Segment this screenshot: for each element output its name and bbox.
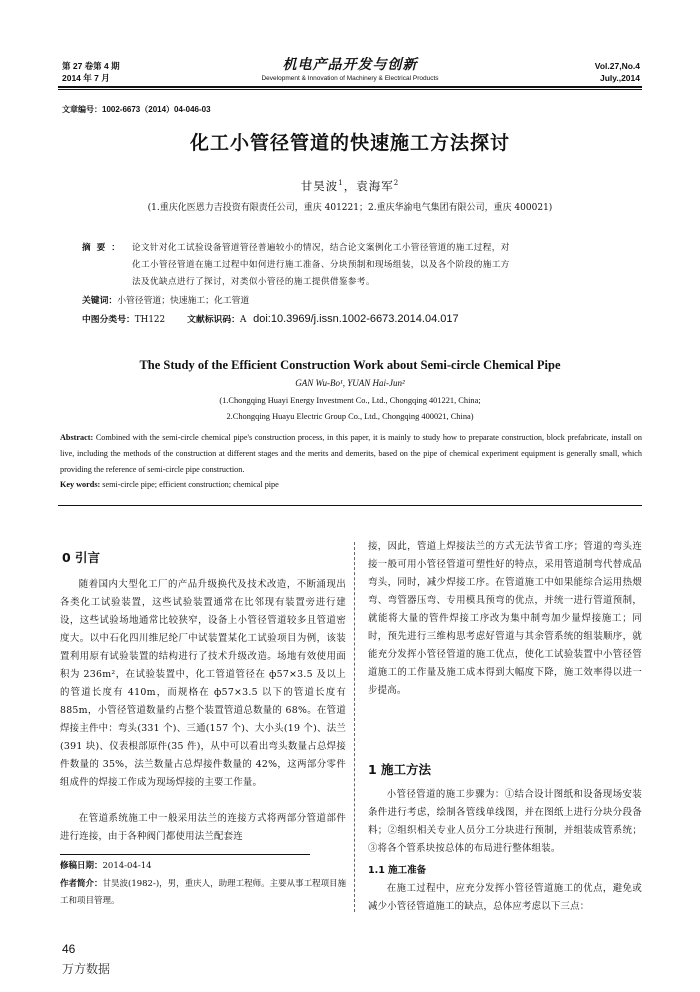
section-0-heading: 0 引言 — [62, 550, 101, 565]
column-divider — [354, 542, 355, 912]
running-header-right — [595, 60, 640, 84]
abstract-line: 化工小管径管道在施工过程中如何进行施工准备、分块预制和现场组装，以及各个阶段的施工方 — [132, 260, 510, 270]
footnote-author-label: 作者简介： — [60, 879, 103, 889]
volume-en: Vol.27,No.4 — [594, 61, 640, 71]
section-divider — [58, 505, 642, 506]
keywords-text: 小管径管道；快速施工；化工管道 — [117, 296, 250, 306]
footnote-date — [60, 858, 350, 875]
keywords — [82, 293, 249, 306]
journal-title-en: Development & Innovation of Machinery & Electrical Products — [261, 75, 439, 82]
date-cn: 2014 年 7 月 — [62, 73, 110, 83]
abstract — [82, 240, 628, 291]
english-affiliation-2: 2.Chongqing Huayu Electric Group Co., Ltd., Chongqing 400021, China) — [226, 412, 474, 421]
english-abstract-label: Abstract: — [60, 433, 94, 442]
author-2: 袁海军 — [356, 179, 394, 193]
article-number: 文章编号：1002-6673（2014）04-046-03 — [62, 105, 211, 114]
english-affiliation-1: (1.Chongqing Huayi Energy Investment Co., Ltd., Chongqing 401221, China; — [219, 396, 481, 405]
footnote-date-value: 2014-04-14 — [102, 861, 152, 871]
author-sep: ， — [343, 179, 357, 193]
footnote-rule — [60, 854, 310, 855]
watermark: 万方数据 — [62, 962, 111, 976]
abstract-label: 摘要： — [82, 243, 126, 253]
footnote-date-label: 修稿日期： — [60, 861, 103, 871]
date-en: July.,2014 — [599, 73, 640, 83]
section-0-paragraph-1: 随着国内大型化工厂的产品升级换代及技术改造，不断涌现出各类化工试验装置，这些试验装置通常在比邻现有装置旁进行建设，这些试验场地通常比较狭窄，设备上小管径管道较多且管道密度大。以中石化四川维尼纶厂中试装置某化工试验项目为例，该装置利用原有试验装置的结构进行了技术升级改造。场地有效使用面积为 236m²，在试验装置中，化工管道管径在 ф57×3.5 及以上的管道长度有 410m，而规格在 ф57×3.5 以下的管道长度有 885m，小管径管道数量约占整个装置管道总数量的 68%。在管道焊接主件中：弯头(331 个)、三通(157 个)、大小头(19 个)、法兰(391 块)、仪表根部原件(35 件)，从中可以看出弯头数量占总焊接件数量的 35%，法兰数量占总焊接件数量的 42%，这两部分零件组成件的焊接工作成为现场焊接的主要工作量。 — [60, 579, 346, 788]
doc-code-label: 文献标识码： — [187, 315, 240, 325]
keywords-label: 关键词： — [82, 296, 118, 306]
english-title: The Study of the Efficient Construction Work about Semi-circle Chemical Pipe — [139, 358, 561, 372]
author-2-sup: 2 — [393, 179, 400, 188]
english-keywords-text: semi-circle pipe; efficient construction; chemical pipe — [102, 480, 279, 489]
section-1-1-heading: 1.1 施工准备 — [368, 865, 427, 876]
section-1-1-paragraph-1: 在施工过程中，应充分发挥小管径管道施工的优点，避免或减少小管径管道施工的缺点，总体应考虑以下三点： — [368, 883, 642, 912]
journal-title-cn: 机电产品开发与创新 — [282, 57, 418, 73]
doc-code-value: A — [239, 315, 247, 325]
footnote-author-text: 甘昊波(1982-)，男，重庆人，助理工程师。主要从事工程项目施工和项目管理。 — [60, 879, 347, 906]
header-rule-thin — [58, 89, 642, 90]
running-header-left — [62, 60, 120, 84]
paper-title: 化工小管径管道的快速施工方法探讨 — [189, 132, 510, 154]
clc-value: TH122 — [134, 315, 166, 325]
header-rule-thick — [58, 86, 642, 88]
english-keywords — [60, 480, 279, 489]
running-header-center — [200, 56, 500, 83]
clc-label: 中图分类号： — [82, 315, 135, 325]
english-authors: GAN Wu-Bo¹, YUAN Hai-Jun² — [295, 378, 405, 388]
section-1-heading: 1 施工方法 — [368, 762, 432, 777]
abstract-line: 法及优缺点进行了探讨，对类似小管径的施工提供借鉴参考。 — [132, 277, 375, 287]
page-number: 46 — [62, 942, 76, 956]
authors — [0, 178, 700, 194]
section-1-paragraph-1: 小管径管道的施工步骤为：①结合设计图纸和设备现场安装条件进行考虑，绘制各管线单线图，并在图纸上进行分块分段备料；②组织相关专业人员分工分块进行预制，并组装成管系统；③将各个管系块按总体的布局进行整体组装。 — [368, 789, 642, 854]
issue-cn: 第 27 卷第 4 期 — [62, 61, 120, 71]
author-1: 甘昊波 — [300, 179, 339, 193]
author-1-sup: 1 — [338, 179, 344, 188]
classification — [82, 312, 459, 325]
doi: doi:10.3969/j.issn.1002-6673.2014.04.017 — [253, 313, 459, 325]
section-0-paragraph-2: 在管道系统施工中一般采用法兰的连接方式将两部分管道部件进行连接，由于各种阀门都使用法兰配套连 — [60, 813, 346, 842]
right-column-paragraph-1: 接，因此，管道上焊接法兰的方式无法节省工序；管道的弯头连接一般可用小管径管道可塑性好的特点，采用管道制弯代替成品弯头，同时，减少焊接工序。在管道施工中如果能综合运用热煨弯、弯管器压弯、专用模具预弯的优点，并统一进行管道预制，就能将大量的管件焊接工序改为集中制弯加少量焊接施工；同时，预先进行三维构思考虑好管道与其余管系统的组装顺序，就能充分发挥小管径管道的施工优点，使化工试验装置中小管径管道施工的工作量及施工成本得到大幅度下降，施工效率得以进一步提高。 — [368, 541, 642, 696]
abstract-line: 论文针对化工试验设备管道管径普遍较小的情况，结合论文案例化工小管径管道的施工过程，对 — [132, 243, 510, 253]
english-abstract-text: Combined with the semi-circle chemical pipe's construction process, in this paper, it is mainly to study how to preparate construction, block prefabricate, install on live, including the methods of the construction at different stages and the merits and demerits, based on the pipe of chemical experiment equipment is generally small, which providing the reference of semi-circle pipe construction. — [60, 433, 642, 474]
english-keywords-label: Key words: — [60, 480, 101, 489]
english-abstract — [60, 430, 642, 478]
footnote-author — [60, 876, 350, 910]
affiliation: (1.重庆化医恩力吉投资有限责任公司，重庆 401221；2.重庆华渝电气集团有限公司，重庆 400021) — [147, 203, 553, 213]
